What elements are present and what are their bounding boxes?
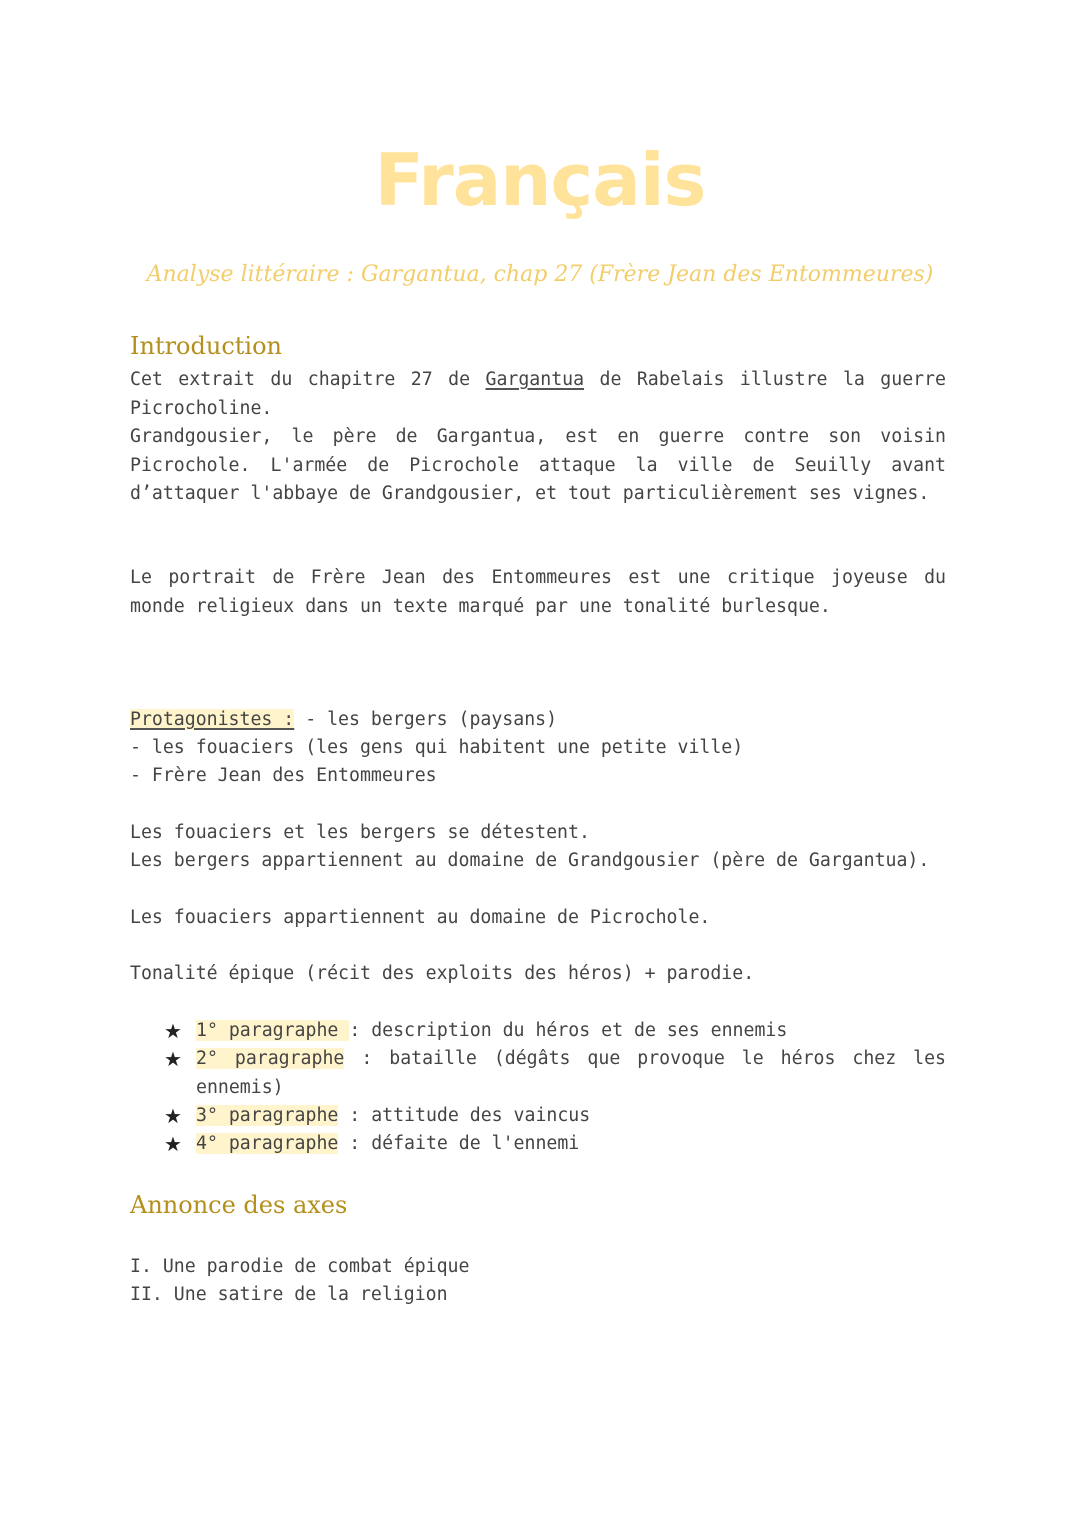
list-item <box>164 1102 946 1131</box>
paragraph-label: 4° paragraphe <box>196 1133 339 1154</box>
star-bullet-icon: ★ <box>164 1104 182 1128</box>
axis-item-1: I. Une parodie de combat épique <box>130 1256 470 1277</box>
paragraph-desc: : description du héros et de ses ennemis <box>349 1020 788 1041</box>
relation-line-2: Les bergers appartiennent au domaine de Grandgousier (père de Gargantua). <box>130 850 930 871</box>
paragraph-desc: : bataille (dégâts que provoque le héros chez les ennemis) <box>196 1048 946 1098</box>
paragraph-label: 3° paragraphe <box>196 1105 339 1126</box>
intro-paragraph-3: Le portrait de Frère Jean des Entommeures est une critique joyeuse du monde religieux dans un texte marqué par une tonalité burlesque. <box>130 567 946 617</box>
paragraph-desc: : attitude des vaincus <box>338 1105 591 1126</box>
paragraph-label: 2° paragraphe <box>196 1048 345 1069</box>
intro-p1-start: Cet extrait du chapitre 27 de <box>130 369 486 390</box>
paragraph-label: 1° paragraphe <box>196 1020 350 1041</box>
document-subtitle: Analyse littéraire : Gargantua, chap 27 (Frère Jean des Entommeures) <box>146 262 934 287</box>
paragraph-desc: : défaite de l'ennemi <box>338 1133 580 1154</box>
relation-line-3: Les fouaciers appartiennent au domaine de Picrochole. <box>130 907 711 928</box>
document-title: Français <box>374 138 706 222</box>
protagonists-line <box>130 706 557 735</box>
star-bullet-icon: ★ <box>164 1019 182 1043</box>
list-item <box>164 1130 946 1159</box>
introduction-heading: Introduction <box>130 332 282 360</box>
protagonist-item: - Frère Jean des Entommeures <box>130 765 437 786</box>
intro-p1-end: de Rabelais illustre la guerre Picrocholine. <box>130 369 946 419</box>
list-item <box>164 1045 946 1102</box>
axes-heading: Annonce des axes <box>130 1191 348 1219</box>
star-bullet-icon: ★ <box>164 1047 182 1071</box>
protagonist-bergers: - les bergers (paysans) <box>294 709 558 730</box>
protagonists-label: Protagonistes : <box>130 709 295 730</box>
protagonist-item: - les fouaciers (les gens qui habitent une petite ville) <box>130 737 744 758</box>
star-bullet-icon: ★ <box>164 1132 182 1156</box>
intro-paragraph-2: Grandgousier, le père de Gargantua, est en guerre contre son voisin Picrochole. L'armée de Picrochole attaque la ville de Seuilly avant d’attaquer l'abbaye de Grandgousier, et tout particulièrement ses vignes. <box>130 426 946 504</box>
relation-line-1: Les fouaciers et les bergers se détestent. <box>130 822 590 843</box>
tonality-line: Tonalité épique (récit des exploits des héros) + parodie. <box>130 963 755 984</box>
list-item <box>164 1017 946 1046</box>
gargantua-link[interactable]: Gargantua <box>485 369 585 390</box>
intro-paragraph-1 <box>130 366 946 423</box>
axis-item-2: II. Une satire de la religion <box>130 1284 448 1305</box>
